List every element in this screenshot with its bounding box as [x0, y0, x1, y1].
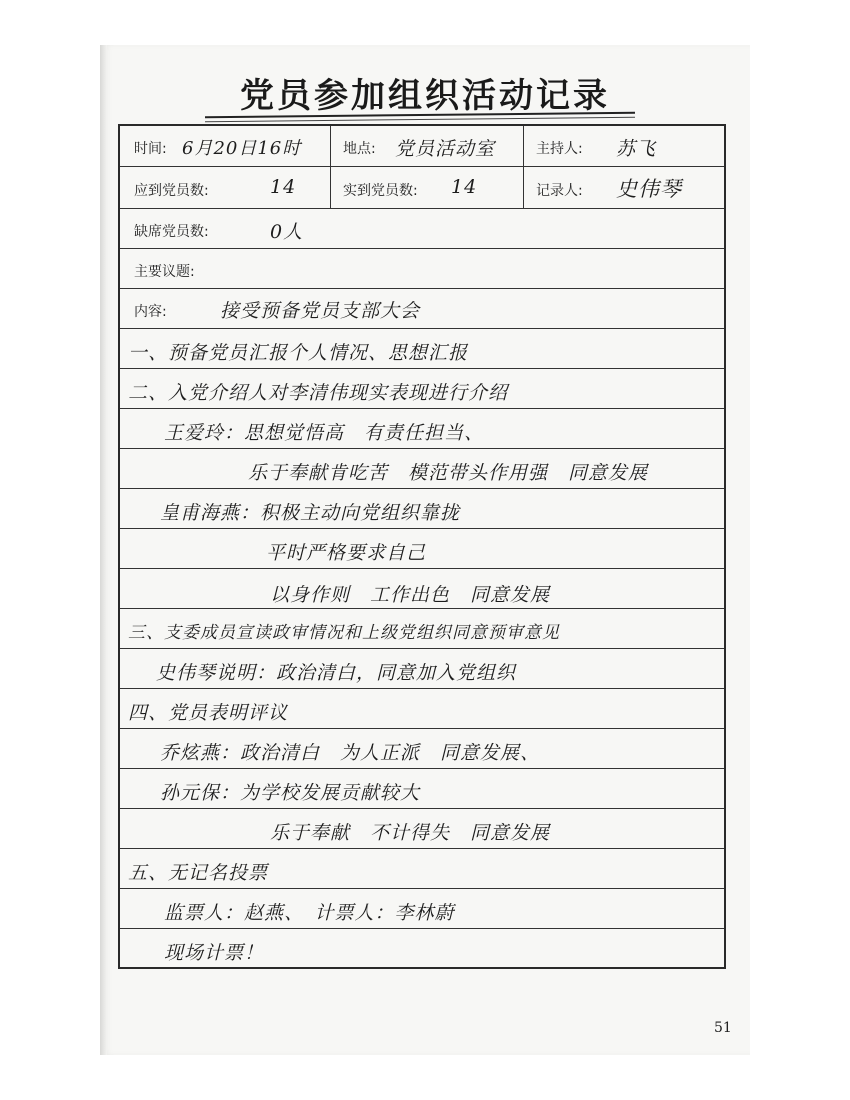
expected-cell [120, 167, 331, 208]
handwritten-line: 现场计票！ [164, 942, 265, 964]
absent-label: 缺席党员数: [134, 224, 209, 240]
content-value: 接受预备党员支部大会 [220, 300, 421, 322]
list-item [120, 609, 724, 649]
list-item [120, 569, 724, 609]
handwritten-line: 监票人：赵燕、 计票人：李林蔚 [164, 902, 455, 924]
actual-cell [331, 167, 524, 208]
time-value: 6月20日16时 [182, 138, 302, 159]
expected-value: 14 [270, 176, 297, 198]
content-label: 内容: [134, 304, 167, 320]
list-item [120, 849, 724, 889]
handwritten-line: 王爱玲：思想觉悟高 有责任担当、 [164, 422, 485, 444]
topic-label: 主要议题: [134, 264, 195, 280]
handwritten-line: 以身作则 工作出色 同意发展 [270, 584, 551, 606]
handwritten-line: 乐于奉献肯吃苦 模范带头作用强 同意发展 [248, 462, 649, 484]
handwritten-line: 皇甫海燕：积极主动向党组织靠拢 [160, 502, 461, 524]
page-title: 党员参加组织活动记录 [240, 76, 610, 116]
time-cell [120, 126, 331, 166]
handwritten-line: 二、入党介绍人对李清伟现实表现进行介绍 [128, 382, 509, 404]
location-value: 党员活动室 [395, 138, 496, 160]
list-item [120, 929, 724, 967]
recorder-value: 史伟琴 [616, 177, 682, 201]
expected-label: 应到党员数: [134, 183, 209, 199]
page-binding-shadow [100, 45, 107, 1055]
list-item [120, 449, 724, 489]
handwritten-line: 史伟琴说明：政治清白，同意加入党组织 [156, 662, 517, 684]
host-cell [524, 126, 728, 166]
page-number: 51 [714, 1020, 732, 1036]
handwritten-line: 乐于奉献 不计得失 同意发展 [270, 822, 551, 844]
handwritten-line: 一、预备党员汇报个人情况、思想汇报 [128, 342, 469, 364]
record-form [118, 124, 726, 969]
row-absent [120, 209, 724, 249]
host-label: 主持人: [536, 141, 583, 157]
list-item [120, 889, 724, 929]
list-item [120, 809, 724, 849]
handwritten-line: 平时严格要求自己 [266, 542, 427, 564]
handwritten-line: 孙元保：为学校发展贡献较大 [160, 782, 421, 804]
recorder-cell [524, 167, 728, 208]
actual-value: 14 [451, 176, 478, 198]
handwritten-line: 五、无记名投票 [128, 862, 269, 884]
absent-value: 0人 [270, 221, 304, 243]
row-time-location-host [120, 126, 724, 167]
handwritten-line: 三、支委成员宣读政审情况和上级党组织同意预审意见 [128, 623, 560, 643]
list-item [120, 649, 724, 689]
list-item [120, 369, 724, 409]
list-item [120, 409, 724, 449]
handwritten-line: 四、党员表明评议 [128, 702, 289, 724]
host-value: 苏飞 [616, 138, 657, 160]
handwritten-line: 乔炫燕：政治清白 为人正派 同意发展、 [160, 742, 541, 764]
location-cell [331, 126, 524, 166]
row-content [120, 289, 724, 329]
row-topic [120, 249, 724, 289]
list-item [120, 489, 724, 529]
list-item [120, 529, 724, 569]
time-label: 时间: [134, 141, 167, 157]
list-item [120, 689, 724, 729]
row-attendance [120, 167, 724, 209]
location-label: 地点: [343, 141, 376, 157]
recorder-label: 记录人: [536, 183, 583, 199]
list-item [120, 769, 724, 809]
actual-label: 实到党员数: [343, 183, 418, 199]
list-item [120, 729, 724, 769]
list-item [120, 329, 724, 369]
